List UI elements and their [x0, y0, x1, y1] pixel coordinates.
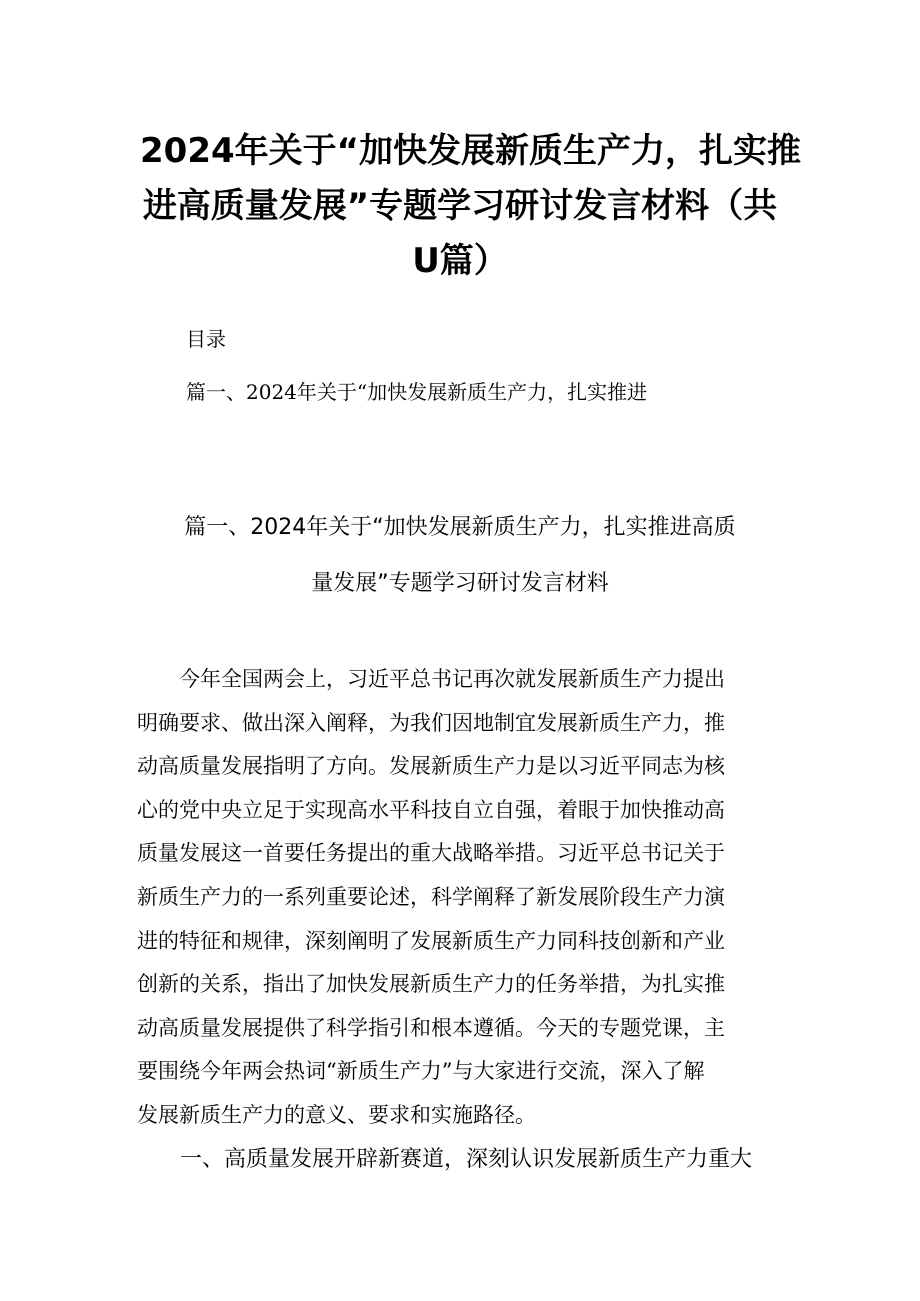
document-title	[140, 124, 801, 289]
body-line: 动高质量发展提供了科学指引和根本遵循。今天的专题党课，主	[137, 1015, 725, 1040]
toc-heading: 目录	[186, 327, 226, 351]
section-title-line: 篇一、2024年关于“加快发展新质生产力，扎实推进高质	[184, 515, 736, 540]
body-line: 心的党中央立足于实现高水平科技自立自强，着眼于加快推动高	[137, 797, 725, 822]
body-line: 今年全国两会上，习近平总书记再次就发展新质生产力提出	[179, 667, 725, 691]
body-line: 新质生产力的一系列重要论述，科学阐释了新发展阶段生产力演	[137, 884, 725, 909]
body-line: 明确要求、做出深入阐释，为我们因地制宜发展新质生产力，推	[137, 710, 725, 735]
section-title	[150, 500, 770, 612]
document-title-line: 2024年关于“加快发展新质生产力，扎实推	[140, 131, 801, 171]
document-title-line: U篇）	[412, 241, 508, 281]
document-title-line: 进高质量发展”专题学习研讨发言材料（共	[142, 186, 778, 226]
body-line: 进的特征和规律，深刻阐明了发展新质生产力同科技创新和产业	[137, 928, 725, 953]
body-line: 质量发展这一首要任务提出的重大战略举措。习近平总书记关于	[137, 841, 725, 866]
body-line: 发展新质生产力的意义、要求和实施路径。	[137, 1102, 536, 1127]
body-paragraph	[137, 658, 787, 1138]
body-line: 动高质量发展指明了方向。发展新质生产力是以习近平同志为核	[137, 754, 725, 779]
body-line: 要围绕今年两会热词“新质生产力”与大家进行交流，深入了解	[137, 1059, 705, 1084]
body-line: 创新的关系，指出了加快发展新质生产力的任务举措，为扎实推	[137, 972, 725, 997]
toc-item-1[interactable]: 篇一、2024年关于“加快发展新质生产力，扎实推进	[186, 380, 648, 404]
section-title-line: 量发展”专题学习研讨发言材料	[311, 571, 609, 596]
subheading: 一、高质量发展开辟新赛道，深刻认识发展新质生产力重大	[180, 1147, 753, 1172]
